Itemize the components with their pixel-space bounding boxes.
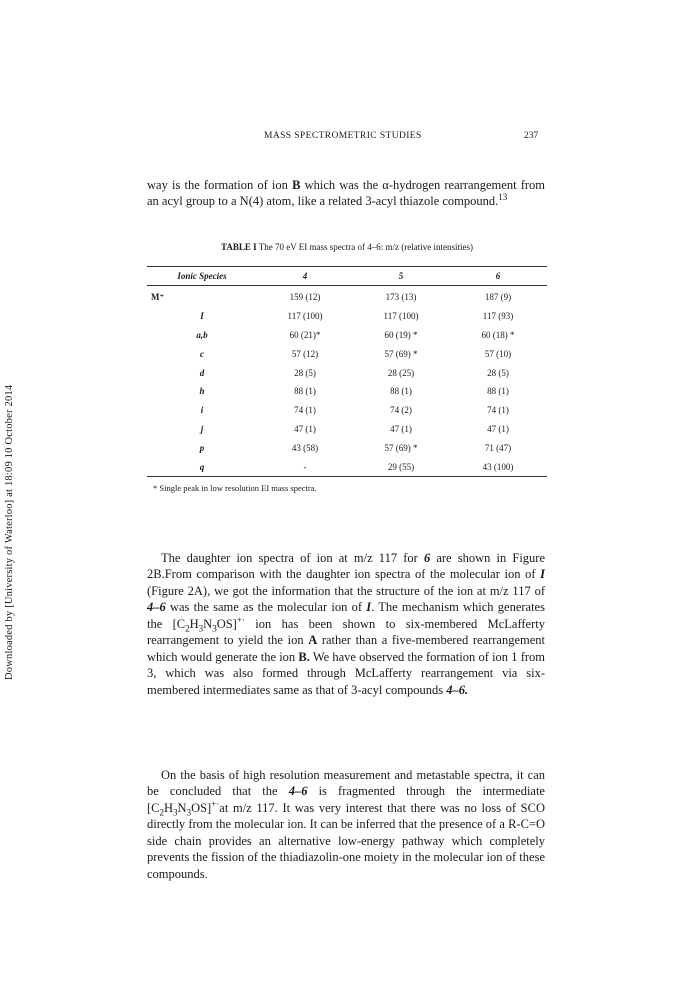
table-cell: 47 (1) <box>487 423 509 434</box>
body-text: (Figure 2A), we got the information that the structure of the ion at m/z 117 of <box>147 583 545 598</box>
formula-subscript: 2 <box>159 807 164 817</box>
table-cell: 57 (12) <box>291 348 319 359</box>
column-header-compound-6: 6 <box>449 267 547 286</box>
intro-paragraph <box>147 177 545 210</box>
formula-subscript: 3 <box>173 807 178 817</box>
table-cell: 43 (100) <box>449 457 547 476</box>
daughter-ion-paragraph <box>147 550 545 699</box>
intro-text-1: way is the formation of ion <box>147 177 293 192</box>
running-head-title: MASS SPECTROMETRIC STUDIES <box>264 131 422 141</box>
ion-label: B. <box>298 649 310 664</box>
table-row <box>147 286 547 307</box>
body-text: rather than a five-membered rearrangement which would generate the ion <box>147 633 545 664</box>
table-footnote: * Single peak in low resolution EI mass spectra. <box>153 483 317 493</box>
body-text: was the same as the molecular ion of <box>165 600 367 614</box>
ion-species-cell: a,b <box>196 329 208 340</box>
body-text: . The mechanism which generates the [C <box>147 600 545 631</box>
table-cell: 187 (9) <box>484 292 512 303</box>
table-cell: 88 (1) <box>294 386 316 397</box>
table-row <box>147 438 547 457</box>
table-cell: 57 (10) <box>484 348 512 359</box>
running-head <box>0 131 696 145</box>
body-text: On the basis of high resolution measurement and metastable spectra, it can be concluded that the <box>147 767 545 798</box>
ion-b-label: B <box>292 177 301 192</box>
compound-range: 4–6. <box>446 682 469 697</box>
column-header-ionic-species: Ionic Species <box>147 267 257 286</box>
table-cell: 117 (100) <box>383 311 419 322</box>
ion-species-cell: M⁺ <box>151 291 165 302</box>
table-cell: 28 (5) <box>294 367 316 378</box>
table-cell: 117 (93) <box>482 311 514 322</box>
table-row <box>147 326 547 345</box>
formula-subscript: 3 <box>186 807 192 817</box>
table-cell: 88 (1) <box>487 386 509 397</box>
ion-species-cell: I <box>200 311 204 322</box>
table-row <box>147 420 547 439</box>
conclusion-paragraph <box>147 767 545 883</box>
table-cell: 60 (21)* <box>289 329 321 340</box>
table-cell: 57 (69) * <box>384 348 418 359</box>
table-cell: 47 (1) <box>294 423 316 434</box>
formula-text: H <box>189 616 199 631</box>
compound-number: I <box>540 567 545 581</box>
table-caption <box>147 242 547 252</box>
table-cell: 28 (5) <box>487 367 509 378</box>
formula-text: OS] <box>191 800 212 815</box>
download-watermark <box>4 320 18 680</box>
page-number: 237 <box>524 131 539 141</box>
table-cell: 74 (1) <box>487 405 509 416</box>
table-cell: 173 (13) <box>385 292 417 303</box>
formula-text: H <box>164 800 174 815</box>
table-cell: 43 (58) <box>291 442 319 453</box>
intro-text-2: which was the α-hydrogen rearrangement from an acyl group to a N(4) atom, like a related 3-acyl thiazole compound. <box>147 177 545 208</box>
table-cell: 28 (25) <box>387 367 415 378</box>
table-cell: 74 (2) <box>390 405 412 416</box>
compound-range: 4–6 <box>147 600 166 614</box>
formula-subscript: 3 <box>212 623 217 633</box>
column-header-compound-4: 4 <box>257 267 353 286</box>
ion-species-cell: i <box>200 405 204 416</box>
ion-species-cell: d <box>199 367 205 378</box>
table-cell: 60 (19) * <box>384 329 418 340</box>
table-caption-text: The 70 eV EI mass spectra of 4–6: m/z (relative intensities) <box>258 242 473 252</box>
formula-text: N <box>203 616 213 631</box>
table-cell: 88 (1) <box>390 386 412 397</box>
table-cell: 159 (12) <box>289 292 321 303</box>
table-row <box>147 344 547 363</box>
table-caption-label: TABLE I <box>221 242 257 252</box>
table-cell: 117 (100) <box>287 311 323 322</box>
table-cell: 74 (1) <box>294 405 316 416</box>
mass-spectra-table <box>147 266 547 477</box>
table-cell: 47 (1) <box>390 423 412 434</box>
compound-range: 4–6 <box>288 784 308 798</box>
column-header-compound-5: 5 <box>353 267 449 286</box>
table-row <box>147 457 547 476</box>
formula-text: OS] <box>216 616 237 631</box>
table-cell: 57 (69) * <box>384 442 418 453</box>
table-cell: 29 (55) <box>353 457 449 476</box>
table-row <box>147 363 547 382</box>
body-text: are shown in Figure 2B.From comparison with the daughter ion spectra of the molecular ion of <box>147 550 545 581</box>
body-text: The daughter ion spectra of ion at m/z 117 for <box>161 550 424 565</box>
table-cell: - <box>257 457 353 476</box>
body-text: is fragmented through the intermediate [C <box>147 784 545 815</box>
download-watermark-text: Downloaded by [University of Waterloo] at 18:09 10 October 2014 <box>4 384 15 680</box>
reference-superscript: 13 <box>498 191 508 202</box>
table-cell: 60 (18) * <box>481 329 515 340</box>
compound-number: I <box>366 600 372 614</box>
body-text: at m/z 117. It was very interest that there was no loss of SCO directly from the molecular ion. It can be inferred that the presence of a R-C=O side chain provides an alternative low-energy pathway which completely prevents the fission of the thiadiazolin-one moiety in the molecular ion of these compounds. <box>147 800 545 881</box>
compound-number: 6 <box>423 550 431 565</box>
body-text: ion has been shown to six-membered McLafferty rearrangement to yield the ion <box>147 616 545 647</box>
body-text: We have observed the formation of ion 1 from 3, which was also formed through McLafferty rearrangement via six-membered intermediates same as that of 3-acyl compounds <box>147 649 545 697</box>
table-row <box>147 382 547 401</box>
ion-species-cell: c <box>200 348 204 359</box>
table-cell: 71 (47) <box>484 442 512 453</box>
ion-species-cell: j <box>200 423 204 434</box>
ion-species-cell: h <box>199 386 205 397</box>
formula-subscript: 2 <box>185 623 190 633</box>
table-row <box>147 307 547 326</box>
formula-subscript: 3 <box>198 623 204 633</box>
formula-superscript: +· <box>236 614 245 625</box>
table-row <box>147 401 547 420</box>
ion-species-cell: q <box>147 457 257 476</box>
formula-text: N <box>177 800 187 815</box>
ion-species-cell: p <box>199 442 205 453</box>
ion-label: A <box>308 633 318 647</box>
table-header-row <box>147 267 547 286</box>
formula-superscript: +· <box>211 798 220 809</box>
